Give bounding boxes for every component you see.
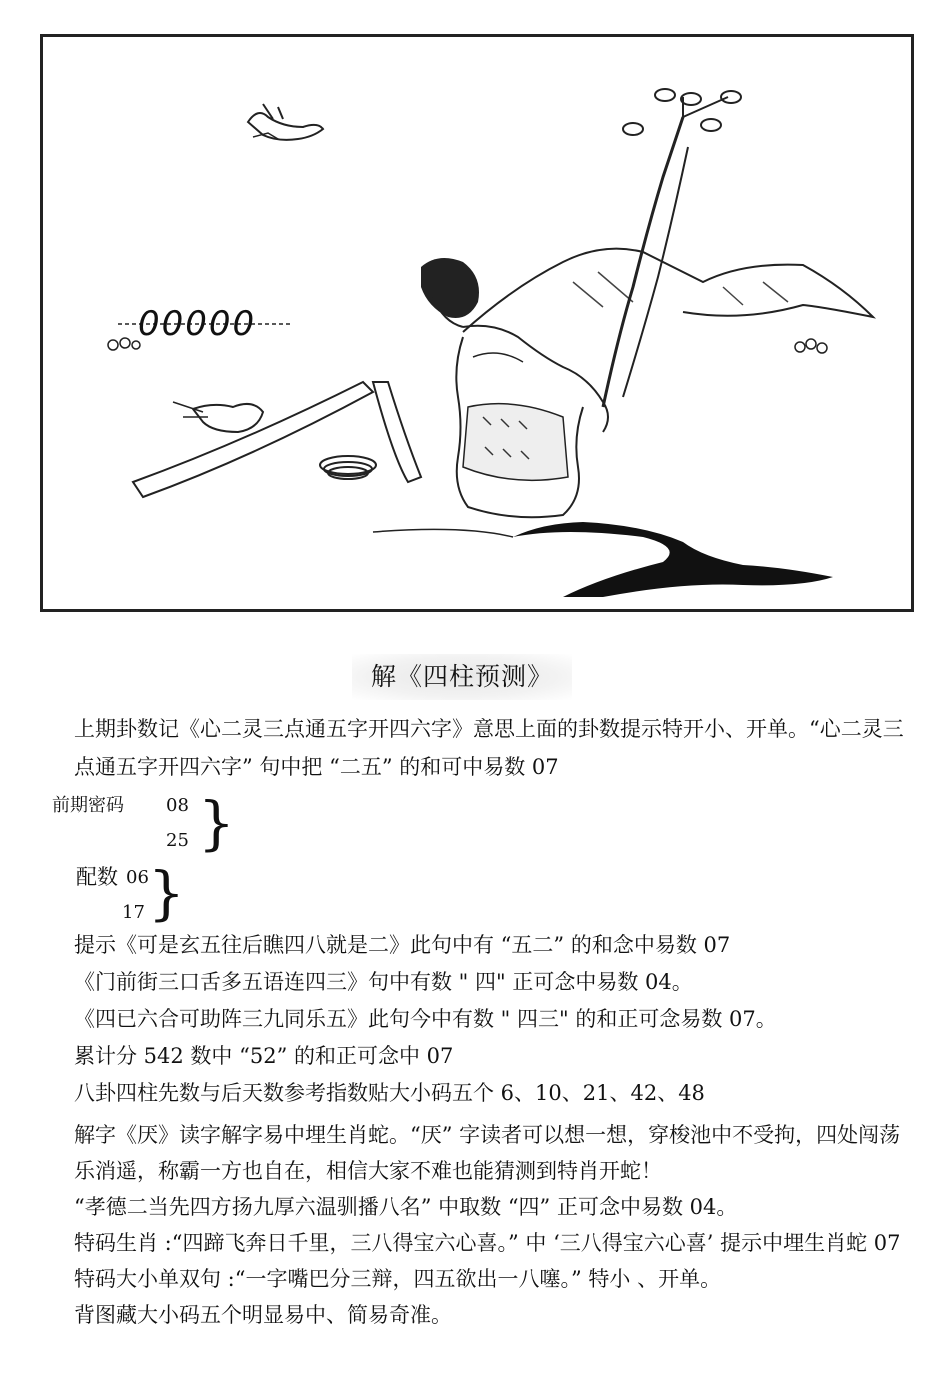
hint-line: 特码生肖 :“四蹄飞奔日千里，三八得宝六心喜。” 中 ‘三八得宝六心喜’ 提示中埋生肖蛇 07 [74,1231,901,1255]
hint-line: 八卦四柱先数与后天数参考指数贴大小码五个 6、10、21、42、48 [74,1081,705,1105]
woman-figure [421,258,608,517]
pair-value: 17 [122,902,145,923]
previous-code-value: 08 [166,795,189,816]
brace-icon: } [148,859,185,927]
hint-line: 解字《厌》读字解字易中埋生肖蛇。“厌” 字读者可以想一想，穿梭池中不受拘，四处闯荡 [74,1123,901,1147]
hint-line: 《门前街三口舌多五语连四三》句中有数 " 四" 正可念中易数 04。 [74,970,693,994]
pair-label: 配数 [76,865,118,889]
previous-code-value: 25 [166,830,189,851]
zeros-text: 00000 [138,304,257,344]
flower-icon [795,339,827,353]
mountain-hatch [573,272,788,307]
hint-line: 提示《可是玄五往后瞧四八就是二》此句中有 “五二” 的和念中易数 07 [74,933,731,957]
brace-icon: } [198,789,235,857]
bird-icon [248,104,323,140]
hint-line: 累计分 542 数中 “52” 的和正可念中 07 [74,1044,454,1068]
hint-line: “孝德二当先四方扬九厚六温驯播八名” 中取数 “四” 正可念中易数 04。 [74,1195,738,1219]
ground-line [373,529,513,537]
stick [133,382,421,497]
hint-line: 特码大小单双句 :“一字嘴巴分三辩，四五欲出一八噻。” 特小 、开单。 [74,1267,722,1291]
rabbit-icon [173,402,263,432]
hint-line: 乐消遥，称霸一方也自在，相信大家不难也能猜测到特肖开蛇！ [74,1159,662,1183]
flower-icon [108,338,140,350]
illustration [43,37,911,609]
water [513,522,833,597]
illustration-frame [40,34,914,612]
hint-line: 背图藏大小码五个明显易中、简易奇准。 [74,1303,452,1327]
mountain-line [463,249,873,332]
pair-value: 06 [126,867,149,888]
hint-line: 《四已六合可助阵三九同乐五》此句今中有数 " 四三" 的和正可念易数 07。 [74,1007,777,1031]
previous-code-label: 前期密码 [52,795,124,816]
page-title: 解《四柱预测》 [352,654,572,700]
intro-line-1: 上期卦数记《心二灵三点通五字开四六字》意思上面的卦数提示特开小、开单。“心二灵三 [74,717,904,741]
rope-coil [320,456,376,479]
intro-line-2: 点通五字开四六字” 句中把 “二五” 的和可中易数 07 [74,755,559,779]
